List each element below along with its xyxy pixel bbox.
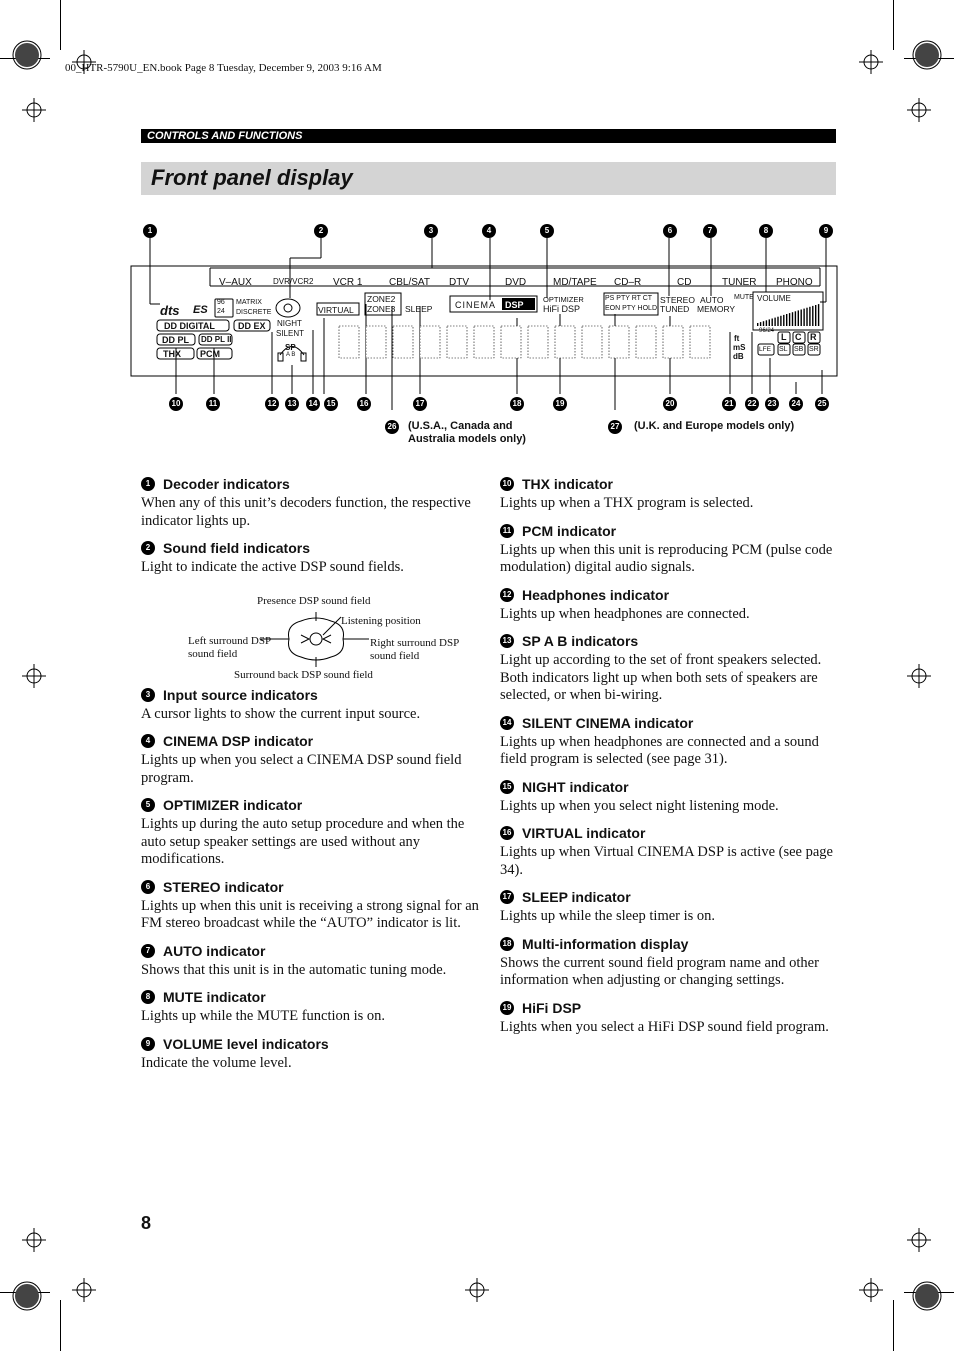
dot-matrix-char [447,326,467,358]
item-title: NIGHT indicator [522,778,629,795]
volume-bar [777,317,778,326]
item-number: 5 [141,798,155,812]
callout-number: 1 [143,224,157,238]
sound-field-icon [261,607,371,667]
item-number: 1 [141,477,155,491]
pcm-indicator: PCM [200,349,220,359]
channel-sr: SR [809,346,819,353]
item-heading [500,779,840,795]
callout-number: 10 [169,397,183,411]
item-number: 17 [500,890,514,904]
volume-bar [818,304,819,326]
volume-bar [801,310,802,327]
item-heading [141,879,481,895]
item-number: 14 [500,716,514,730]
item-body: Lights up during the auto setup procedure and when the auto setup speaker settings are used without any modifications. [141,816,465,867]
item-heading [500,587,840,603]
zone3-indicator: ZONE3 [367,304,396,314]
item-number: 13 [500,634,514,648]
callout-number: 23 [765,397,779,411]
mute-indicator: MUTE [734,294,754,301]
cinema-indicator: CINEMA [455,300,497,310]
item-title: HiFi DSP [522,999,582,1016]
silent-indicator: SILENT [276,329,305,338]
callout-number: 12 [265,397,279,411]
item-heading [141,797,481,813]
volume-bar [766,320,767,326]
input-source-label: TUNER [722,277,757,288]
item-body: Shows that this unit is in the automatic tuning mode. [141,961,447,978]
volume-bar [783,315,784,326]
volume-bar [815,305,816,326]
item-body: Lights up when this unit is receiving a strong signal for an FM stereo broadcast while the “AUTO” indicator is lit. [141,897,479,931]
item-title: SP A B indicators [522,633,639,649]
callout-number: 9 [819,224,833,238]
callout-number: 5 [540,224,554,238]
dot-matrix-char [636,326,656,358]
description-item [500,523,840,577]
item-heading [500,936,840,952]
dot-matrix-char [393,326,413,358]
right-column [500,476,840,1046]
callout-number: 17 [413,397,427,411]
item-body: Light up according to the set of front speakers selected. Both indicators light up when both sets of speakers are selected, or when bi-wiring. [500,652,822,703]
item-heading [141,989,481,1005]
item-heading [141,1036,481,1052]
item-number: 16 [500,826,514,840]
fs96-label: 96 [217,299,225,306]
item-title: Headphones indicator [522,586,670,603]
item-body: Lights up when a THX program is selected. [500,495,754,511]
item-heading [500,889,840,905]
volume-bar [757,323,758,326]
volume-bar [786,314,787,326]
description-item [141,540,481,577]
dot-matrix-char [528,326,548,358]
discrete-label: DISCRETE [236,309,272,316]
item-heading [141,733,481,749]
input-source-label: CD–R [614,277,642,288]
night-indicator: NIGHT [277,319,302,328]
description-item [500,889,840,926]
ab-indicator: A B [286,352,296,358]
sp-indicator: SP [285,343,296,352]
matrix-label: MATRIX [236,299,262,306]
item-number: 10 [500,477,514,491]
item-body: A cursor lights to show the current input source. [141,705,421,722]
surround-back-label: Surround back DSP sound field [234,668,373,681]
pl-indicator: DD PL [162,335,189,345]
callout-number: 18 [510,397,524,411]
item-title: VOLUME level indicators [163,1035,329,1052]
channel-lfe: LFE [759,346,771,353]
item-body: Lights when you select a HiFi DSP sound field program. [500,1018,829,1035]
dts-logo: dts [160,303,180,318]
item-title: PCM indicator [522,522,617,539]
sound-field-diagram [141,587,481,687]
thx-indicator: THX [163,349,181,359]
item-number: 9 [141,1037,155,1051]
ft-unit: ft [734,334,740,343]
item-body: Lights up when headphones are connected. [500,605,750,622]
input-source-label: PHONO [776,277,813,288]
item-number: 12 [500,588,514,602]
fs24-label: 24 [217,308,225,315]
item-heading [141,943,481,959]
zone2-indicator: ZONE2 [367,294,396,304]
sleep-indicator: SLEEP [405,304,433,314]
callout-number: 13 [285,397,299,411]
item-title: VIRTUAL indicator [522,825,646,841]
description-item [500,936,840,990]
item-number: 4 [141,734,155,748]
digital-indicator: DD DIGITAL [164,321,215,331]
item-title: OPTIMIZER indicator [163,797,303,813]
dot-matrix-char [420,326,440,358]
dot-matrix-char [474,326,494,358]
callout-number: 20 [663,397,677,411]
callout-number: 24 [789,397,803,411]
dot-matrix-char [366,326,386,358]
fs9624-indicator: 96/24 [759,328,775,334]
callout-number: 21 [722,397,736,411]
rds-indicators-1: PS PTY RT CT [605,295,653,302]
left-column [141,476,481,1082]
channel-sl: SL [779,346,788,353]
channel-l: L [781,332,787,342]
item-body: Indicate the volume level. [141,1054,292,1071]
description-item [141,687,481,724]
description-item [500,476,840,513]
page-number: 8 [141,1213,152,1233]
item-heading [500,825,840,841]
callout-number: 3 [424,224,438,238]
volume-bar [803,309,804,326]
description-item [141,989,481,1026]
volume-bar [780,316,781,326]
callout-number: 7 [703,224,717,238]
volume-bar [760,322,761,326]
description-item [500,633,840,705]
item-heading [500,633,840,649]
volume-bar [789,313,790,326]
volume-bar [812,306,813,326]
input-source-label: CBL/SAT [389,277,430,288]
description-item [500,587,840,624]
description-item [500,825,840,879]
channel-r: R [810,332,817,342]
listening-label: Listening position [341,614,421,627]
callout-number: 4 [482,224,496,238]
book-header: 00_HTR-5790U_EN.book Page 8 Tuesday, December 9, 2003 9:16 AM [65,62,382,74]
virtual-indicator: VIRTUAL [318,305,354,315]
item-body: Lights up while the MUTE function is on. [141,1008,386,1024]
volume-bar [792,312,793,326]
item-heading [141,687,481,703]
item-number: 19 [500,1001,514,1015]
rds-indicators-2: EON PTY HOLD [605,305,657,312]
description-item [141,733,481,787]
input-source-label: CD [677,277,692,288]
title-band [141,162,836,195]
volume-bar [798,310,799,326]
description-item [141,797,481,869]
item-heading [500,1000,840,1016]
volume-bar [795,311,796,326]
channel-c: C [795,332,802,342]
item-body: Lights up when Virtual CINEMA DSP is active (see page 34). [500,844,833,878]
note-27: (U.K. and Europe models only) [634,420,795,432]
callout-26: 26 [385,420,399,434]
dot-matrix-char [555,326,575,358]
dot-matrix-char [339,326,359,358]
item-heading [141,476,481,492]
callout-number: 16 [357,397,371,411]
input-source-label: V–AUX [219,277,252,288]
dot-matrix-char [582,326,602,358]
item-body: Light to indicate the active DSP sound fields. [141,559,404,575]
item-title: AUTO indicator [163,942,266,959]
volume-bar [774,318,775,326]
memory-indicator: MEMORY [697,304,736,314]
page-title: Front panel display [151,165,353,190]
callout-number: 15 [324,397,338,411]
item-number: 7 [141,944,155,958]
description-item [500,715,840,769]
callout-number: 22 [745,397,759,411]
plii-indicator: DD PL II [201,335,232,344]
item-title: SLEEP indicator [522,889,631,905]
input-source-label: VCR 1 [333,277,363,288]
dot-matrix-char [663,326,683,358]
item-body: When any of this unit’s decoders function, the respective indicator lights up. [141,495,471,529]
hifi-dsp-indicator: HiFi DSP [543,304,581,314]
item-title: Sound field indicators [163,540,311,556]
callout-number: 25 [815,397,829,411]
stereo-indicator: STEREO [660,295,695,305]
tuned-indicator: TUNED [660,304,690,314]
item-number: 8 [141,990,155,1004]
description-item [141,943,481,980]
item-number: 11 [500,524,514,538]
item-body: Lights up when headphones are connected and a sound field program is selected (see page 31). [500,733,819,767]
channel-sb: SB [794,346,804,353]
item-body: Lights up while the sleep timer is on. [500,908,716,924]
input-source-label: DTV [449,277,469,288]
volume-label: VOLUME [757,294,791,303]
presence-label: Presence DSP sound field [257,594,371,607]
item-title: SILENT CINEMA indicator [522,714,694,731]
item-body: Shows the current sound field program name and other information when adjusting or changing settings. [500,954,819,988]
volume-bar [809,307,810,326]
db-unit: dB [733,352,744,361]
note-26: (U.S.A., Canada and Australia models only) [408,420,526,445]
description-item [500,779,840,816]
item-title: Multi-information display [522,935,689,952]
volume-bar [806,308,807,326]
right-surround-label: Right surround DSP sound field [370,636,459,662]
description-item [141,476,481,530]
input-source-label: MD/TAPE [553,277,597,288]
item-body: Lights up when you select night listening mode. [500,797,779,814]
item-body: Lights up when you select a CINEMA DSP sound field program. [141,752,462,786]
callout-number: 11 [206,397,220,411]
dot-matrix-char [690,326,710,358]
description-item [141,1036,481,1073]
left-surround-label: Left surround DSP sound field [188,634,271,660]
item-heading [500,476,840,492]
item-heading [141,540,481,556]
callout-number: 8 [759,224,773,238]
item-title: MUTE indicator [163,989,266,1005]
input-source-label: DVD [505,277,527,288]
description-item [141,879,481,933]
es-logo: ES [193,304,208,316]
ms-unit: mS [733,343,746,352]
item-heading [500,715,840,731]
dot-matrix-char [501,326,521,358]
callout-27: 27 [608,420,622,434]
volume-bar [769,319,770,326]
item-title: CINEMA DSP indicator [163,733,314,749]
item-number: 3 [141,688,155,702]
callout-number: 2 [314,224,328,238]
ex-indicator: DD EX [238,321,266,331]
description-item [500,1000,840,1037]
dot-matrix-char [609,326,629,358]
item-number: 6 [141,880,155,894]
auto-indicator: AUTO [700,295,724,305]
optimizer-indicator: OPTIMIZER [543,295,584,304]
item-number: 18 [500,937,514,951]
item-number: 2 [141,541,155,555]
volume-bar [772,319,773,327]
item-heading [500,523,840,539]
item-number: 15 [500,780,514,794]
item-title: THX indicator [522,476,614,492]
item-title: STEREO indicator [163,878,284,895]
volume-bar [763,321,764,326]
callout-number: 19 [553,397,567,411]
item-body: Lights up when this unit is reproducing PCM (pulse code modulation) digital audio signals. [500,541,833,575]
input-source-label: DVR/VCR2 [273,277,314,286]
section-label: CONTROLS AND FUNCTIONS [141,129,836,143]
callout-number: 6 [663,224,677,238]
item-title: Decoder indicators [163,476,290,492]
dsp-indicator: DSP [505,300,524,310]
item-title: Input source indicators [163,686,318,703]
callout-number: 14 [306,397,320,411]
